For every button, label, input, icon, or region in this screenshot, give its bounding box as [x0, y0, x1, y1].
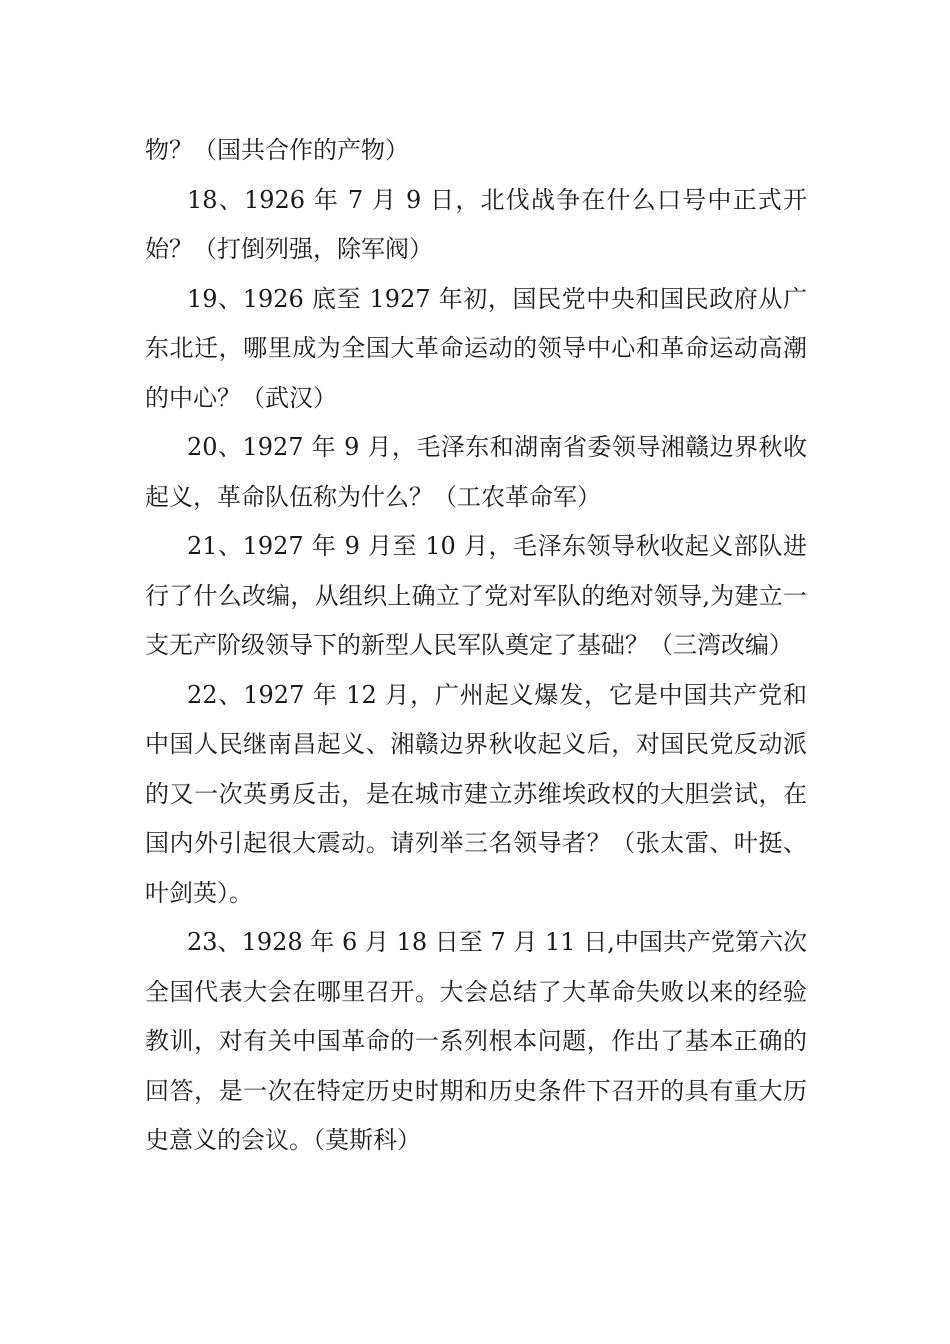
paragraph-question-19: 19、1926 底至 1927 年初，国民党中央和国民政府从广东北迁，哪里成为全国大革命运动的领导中心和革命运动高潮的中心？（武汉） — [145, 284, 807, 412]
paragraph-question-18: 18、1926 年 7 月 9 日，北伐战争在什么口号中正式开始？（打倒列强，除军阀） — [145, 185, 807, 263]
paragraph-question-21: 21、1927 年 9 月至 10 月，毛泽东领导秋收起义部队进行了什么改编，从组织上确立了党对军队的绝对领导,为建立一支无产阶级领导下的新型人民军队奠定了基础？（三湾改编） — [145, 532, 807, 659]
paragraph-question-23: 23、1928 年 6 月 18 日至 7 月 11 日,中国共产党第六次全国代表大会在哪里召开。大会总结了大革命失败以来的经验教训，对有关中国革命的一系列根本问题，作出了基本正确的回答，是一次在特定历史时期和历史条件下召开的具有重大历史意义的会议。（莫斯科） — [145, 928, 807, 1154]
document-body — [145, 126, 807, 1166]
paragraph-continuation: 物？（国共合作的产物） — [145, 136, 409, 164]
paragraph-question-22: 22、1927 年 12 月，广州起义爆发，它是中国共产党和中国人民继南昌起义、湘赣边界秋收起义后，对国民党反动派的又一次英勇反击，是在城市建立苏维埃政权的大胆尝试，在国内外引起很大震动。请列举三名领导者？（张太雷、叶挺、叶剑英）。 — [145, 680, 807, 907]
paragraph-question-20: 20、1927 年 9 月，毛泽东和湖南省委领导湘赣边界秋收起义，革命队伍称为什么？（工农革命军） — [145, 433, 807, 511]
